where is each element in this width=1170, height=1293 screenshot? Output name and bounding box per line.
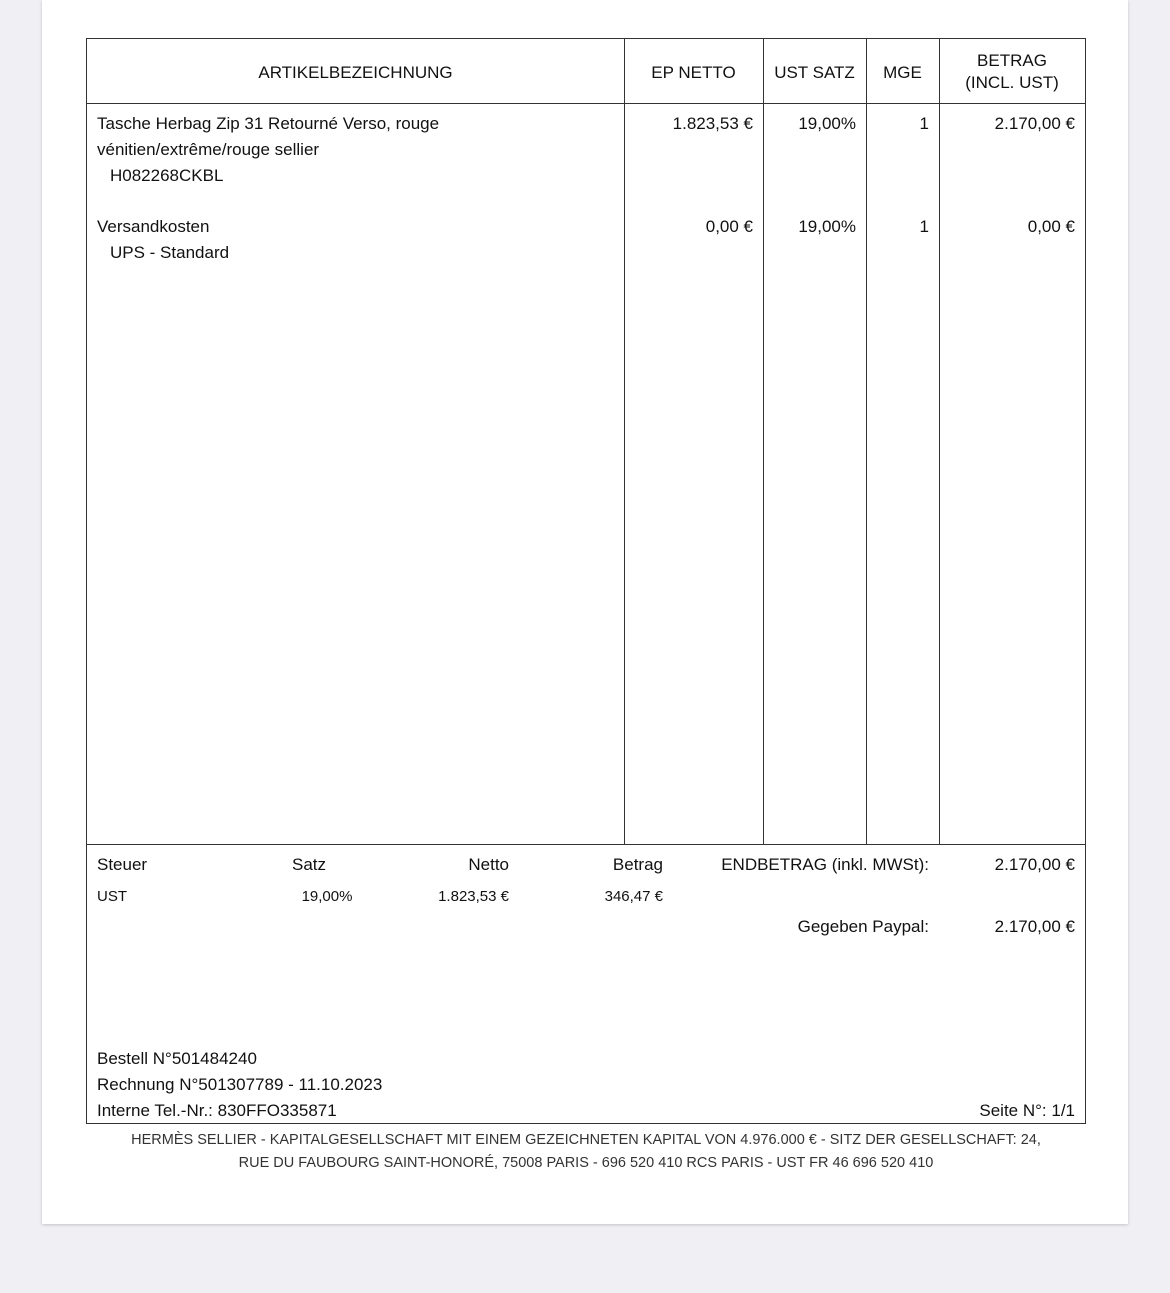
summary-divider: [87, 844, 1085, 845]
internal-tel: Interne Tel.-Nr.: 830FFO335871: [97, 1101, 337, 1120]
tax-row-satz: 19,00%: [301, 888, 353, 905]
endbetrag-value: 2.170,00 €: [994, 855, 1075, 874]
item-2-ust: 19,00%: [798, 217, 856, 236]
paypal-value: 2.170,00 €: [994, 917, 1075, 936]
item-2-ep-netto: 0,00 €: [705, 217, 753, 236]
item-1-ep-netto: 1.823,53 €: [672, 114, 753, 133]
tax-header-netto: Netto: [468, 855, 509, 874]
header-mge: MGE: [883, 63, 922, 82]
column-divider: [624, 39, 625, 845]
item-1-betrag: 2.170,00 €: [994, 114, 1075, 133]
tax-row-betrag: 346,47 €: [604, 888, 663, 905]
column-divider: [939, 39, 940, 845]
tax-header-betrag: Betrag: [612, 855, 663, 874]
header-betrag-line2: (INCL. UST): [965, 73, 1059, 92]
tax-row-steuer: UST: [97, 888, 127, 905]
item-1-desc-line1: Tasche Herbag Zip 31 Retourné Verso, rouge: [97, 114, 440, 133]
column-divider: [763, 39, 764, 845]
header-ep-netto: EP NETTO: [651, 63, 736, 82]
legal-line-1: HERMÈS SELLIER - KAPITALGESELLSCHAFT MIT EINEM GEZEICHNETEN KAPITAL VON 4.976.000 € - SITZ DER GESELLSCHAFT: 24,: [131, 1132, 1041, 1148]
header-betrag: [939, 50, 1085, 94]
item-1-mge: 1: [919, 114, 929, 133]
invoice-number: Rechnung N°501307789 - 11.10.2023: [97, 1075, 383, 1094]
item-1-ust: 19,00%: [798, 114, 856, 133]
header-artikel: ARTIKELBEZEICHNUNG: [258, 63, 453, 82]
page-number: Seite N°: 1/1: [979, 1101, 1075, 1120]
column-divider: [866, 39, 867, 845]
tax-header-satz: Satz: [291, 855, 327, 874]
item-1-sku: H082268CKBL: [110, 166, 224, 185]
endbetrag-label: ENDBETRAG (inkl. MWSt):: [721, 855, 929, 874]
paypal-label: Gegeben Paypal:: [797, 917, 929, 936]
item-2-desc-line1: Versandkosten: [97, 217, 210, 236]
invoice-table: [86, 38, 1086, 1124]
header-divider: [87, 103, 1085, 104]
header-betrag-line1: BETRAG: [977, 51, 1047, 70]
legal-line-2: RUE DU FAUBOURG SAINT-HONORÉ, 75008 PARIS - 696 520 410 RCS PARIS - UST FR 46 696 520 410: [238, 1155, 934, 1171]
tax-row-netto: 1.823,53 €: [438, 888, 509, 905]
item-2-mge: 1: [919, 217, 929, 236]
item-2-betrag: 0,00 €: [1027, 217, 1075, 236]
tax-header-steuer: Steuer: [97, 855, 148, 874]
header-ust-satz: UST SATZ: [774, 63, 855, 82]
item-1-desc-line2: vénitien/extrême/rouge sellier: [97, 140, 320, 159]
item-2-sku: UPS - Standard: [110, 243, 230, 262]
order-number: Bestell N°501484240: [97, 1049, 257, 1068]
invoice-page: [42, 0, 1128, 1224]
